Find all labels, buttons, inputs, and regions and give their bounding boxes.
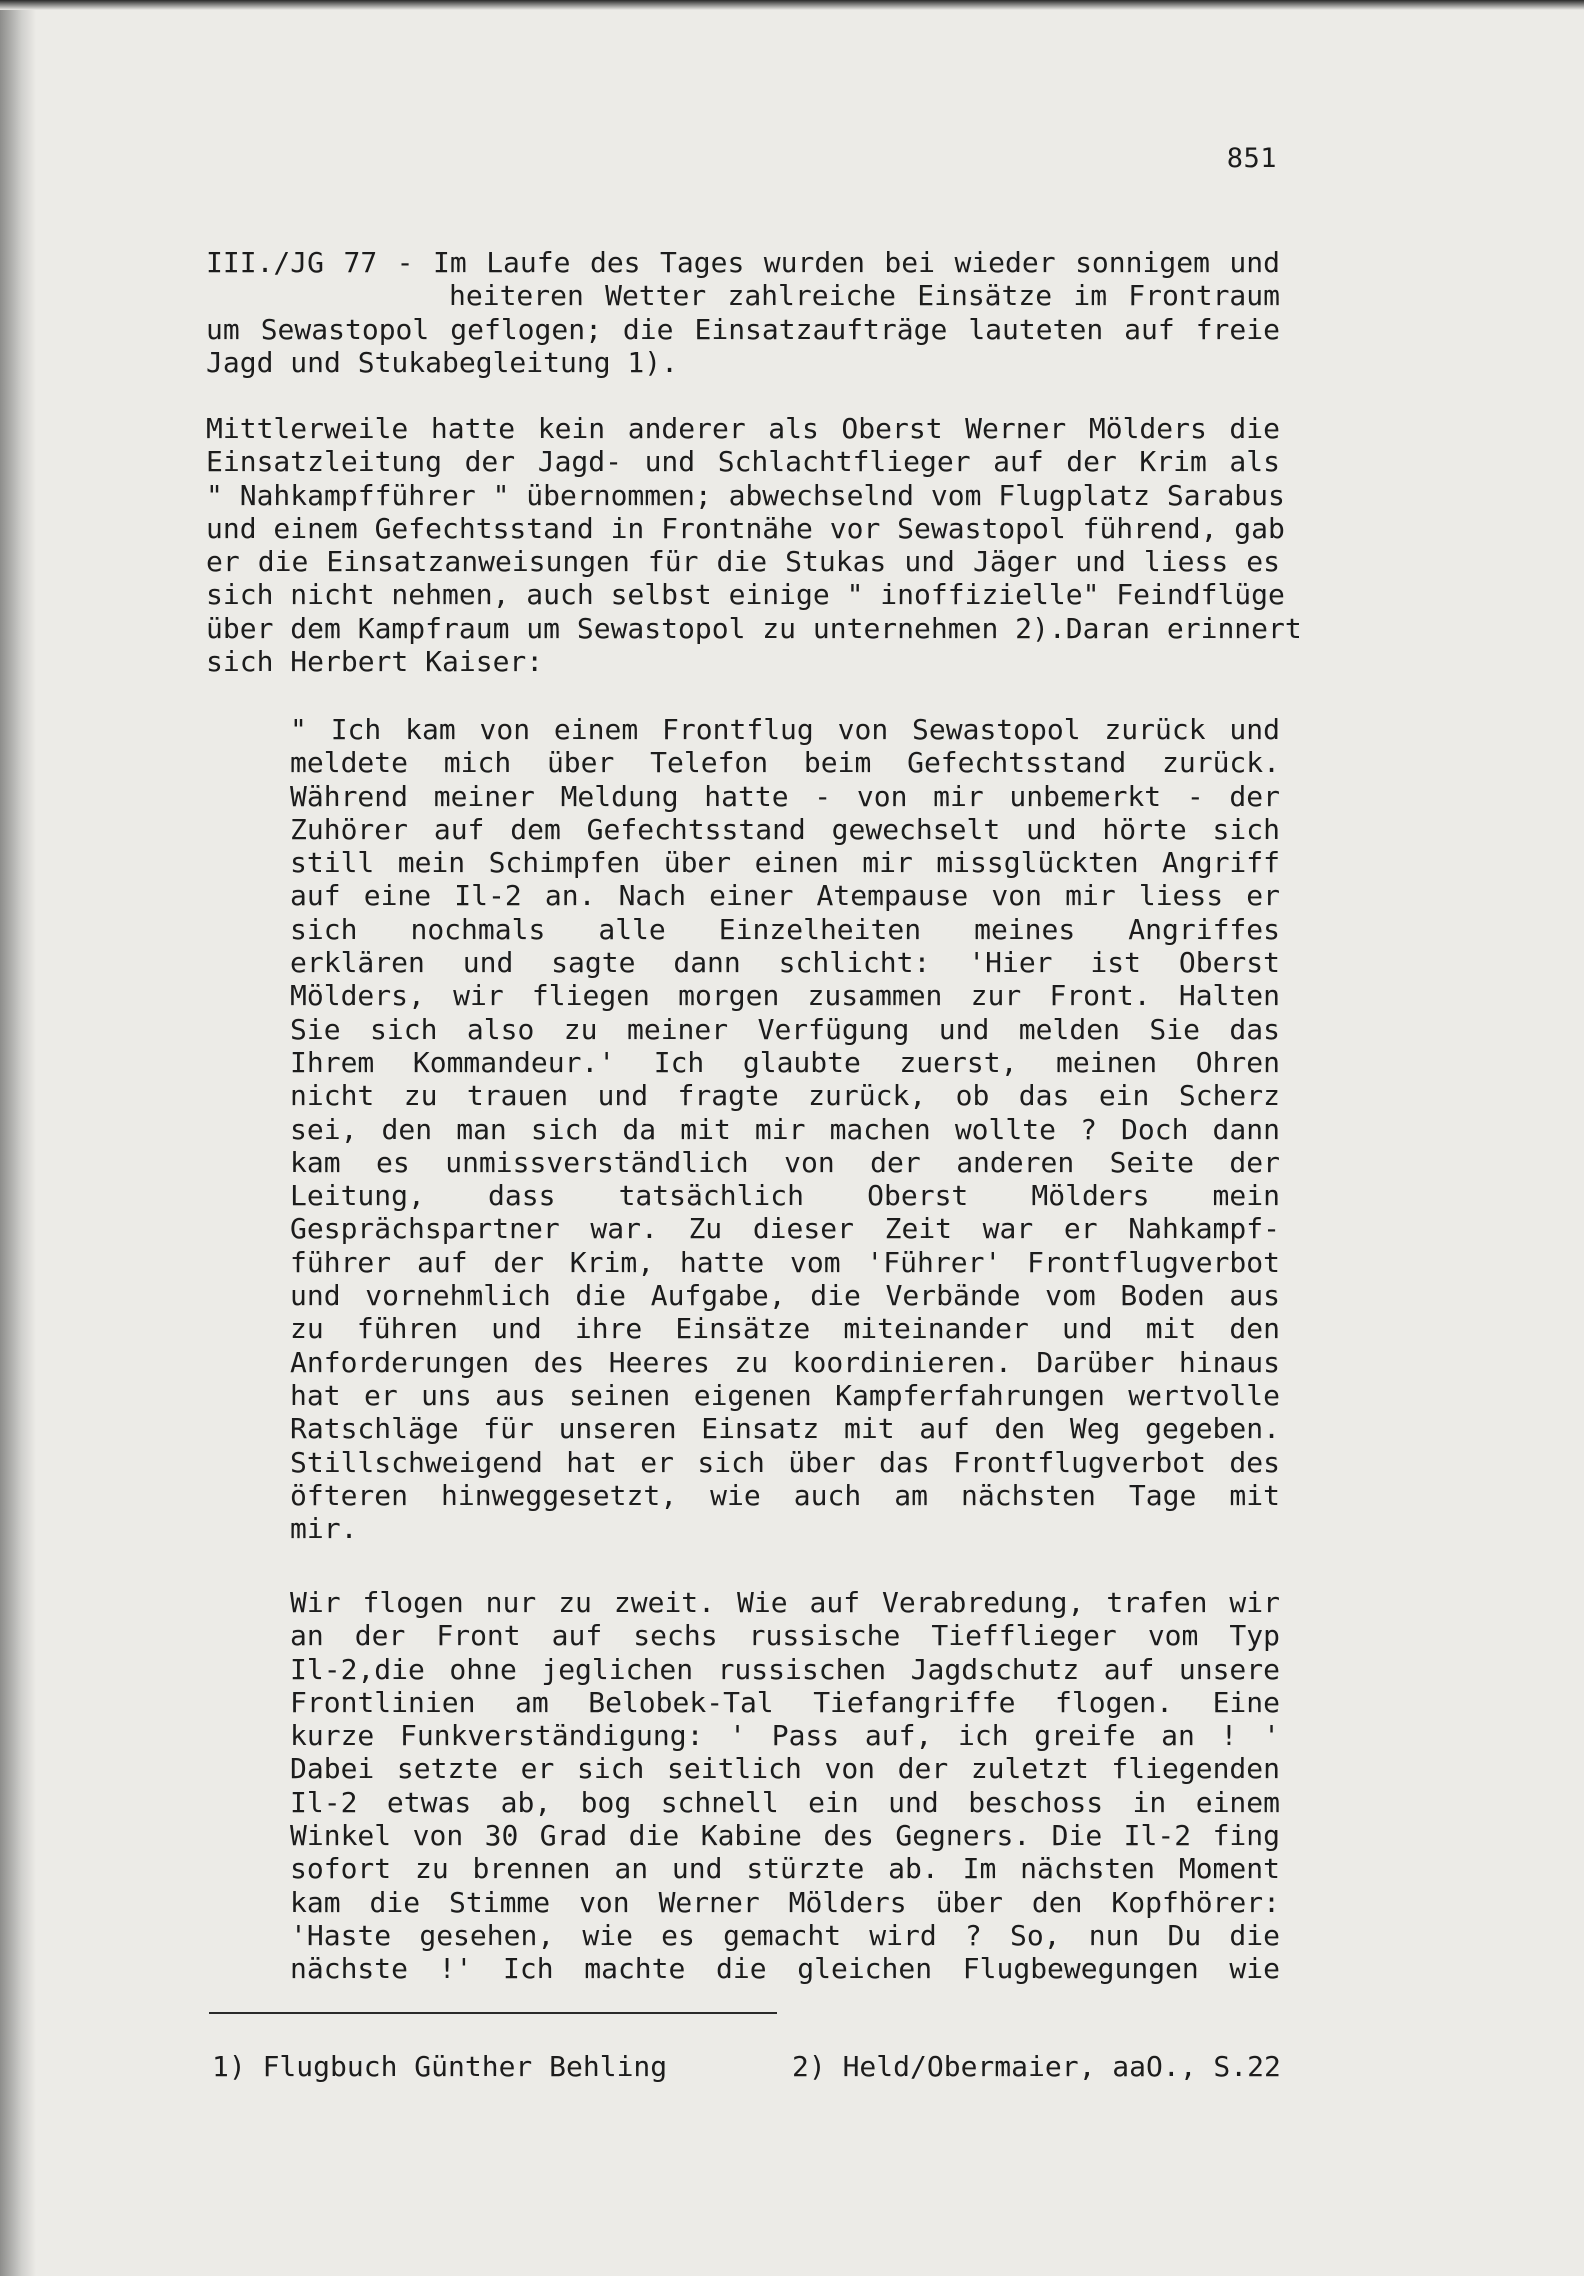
quote-kaiser-part1 <box>290 713 1280 1545</box>
text-line: sich nochmals alle Einzelheiten meines Angriffes <box>290 912 1280 946</box>
text-line: nicht zu trauen und fragte zurück, ob das ein Scherz <box>290 1079 1280 1113</box>
text-line: heiteren Wetter zahlreiche Einsätze im Frontraum <box>449 279 1280 313</box>
text-line: 'Haste gesehen, wie es gemacht wird ? So, nun Du die <box>290 1918 1280 1952</box>
text-line: Mittlerweile hatte kein anderer als Oberst Werner Mölders die <box>206 412 1280 445</box>
page-number: 851 <box>1226 143 1277 174</box>
text-line: kurze Funkverständigung: ' Pass auf, ich greife an ! ' <box>290 1719 1280 1753</box>
text-line: sich nicht nehmen, auch selbst einige " inoffizielle" Feindflüge <box>206 578 1285 612</box>
text-line: an der Front auf sechs russische Tiefflieger vom Typ <box>290 1619 1280 1653</box>
text-line: Gesprächspartner war. Zu dieser Zeit war er Nahkampf- <box>290 1212 1280 1246</box>
text-line: und einem Gefechtsstand in Frontnähe vor Sewastopol führend, gab <box>206 511 1285 545</box>
text-line: Zuhörer auf dem Gefechtsstand gewechselt und hörte sich <box>290 812 1280 846</box>
text-line: und vornehmlich die Aufgabe, die Verbände vom Boden aus <box>290 1279 1280 1313</box>
text-line: Mölders, wir fliegen morgen zusammen zur Front. Halten <box>290 979 1280 1013</box>
text-line: führer auf der Krim, hatte vom 'Führer' Frontflugverbot <box>290 1245 1280 1279</box>
text-line: Winkel von 30 Grad die Kabine des Gegners. Die Il-2 fing <box>290 1819 1280 1853</box>
text-line: Leitung, dass tatsächlich Oberst Mölders mein <box>290 1179 1280 1213</box>
text-line: sei, den man sich da mit mir machen wollte ? Doch dann <box>290 1112 1280 1146</box>
paragraph-jg77 <box>206 246 1280 379</box>
text-line: um Sewastopol geflogen; die Einsatzaufträge lauteten auf freie <box>206 312 1280 346</box>
text-line: Ihrem Kommandeur.' Ich glaubte zuerst, meinen Ohren <box>290 1045 1280 1079</box>
text-line: Frontlinien am Belobek-Tal Tiefangriffe flogen. Eine <box>290 1685 1280 1719</box>
text-line: sich Herbert Kaiser: <box>206 645 544 679</box>
text-line: Wir flogen nur zu zweit. Wie auf Verabredung, trafen wir <box>290 1586 1280 1619</box>
text-line: still mein Schimpfen über einen mir missglückten Angriff <box>290 846 1280 880</box>
text-line: Anforderungen des Heeres zu koordinieren. Darüber hinaus <box>290 1345 1280 1379</box>
text-line: sofort zu brennen an und stürzte ab. Im nächsten Moment <box>290 1852 1280 1886</box>
footnote-2: 2) Held/Obermaier, aaO., S.22 <box>792 2050 1281 2083</box>
quote-kaiser-part2 <box>290 1586 1280 1986</box>
text-line: " Ich kam von einem Frontflug von Sewastopol zurück und <box>290 713 1280 746</box>
text-line: auf eine Il-2 an. Nach einer Atempause von mir liess er <box>290 879 1280 913</box>
text-line: mir. <box>290 1512 358 1546</box>
text-line: Il-2 etwas ab, bog schnell ein und beschoss in einem <box>290 1785 1280 1819</box>
text-line: Dabei setzte er sich seitlich von der zuletzt fliegenden <box>290 1752 1280 1786</box>
text-line: meldete mich über Telefon beim Gefechtsstand zurück. <box>290 746 1280 780</box>
text-line: Jagd und Stukabegleitung 1). <box>206 345 679 379</box>
text-line: er die Einsatzanweisungen für die Stukas und Jäger und liess es <box>206 545 1280 579</box>
text-line: kam die Stimme von Werner Mölders über den Kopfhörer: <box>290 1885 1280 1919</box>
text-line: kam es unmissverständlich von der anderen Seite der <box>290 1145 1280 1179</box>
text-line: Sie sich also zu meiner Verfügung und melden Sie das <box>290 1012 1280 1046</box>
paragraph-moelders <box>206 412 1302 679</box>
footnote-1: 1) Flugbuch Günther Behling <box>212 2050 668 2083</box>
text-line: Einsatzleitung der Jagd- und Schlachtflieger auf der Krim als <box>206 445 1280 479</box>
text-line: nächste !' Ich machte die gleichen Flugbewegungen wie <box>290 1952 1280 1986</box>
text-line: erklären und sagte dann schlicht: 'Hier ist Oberst <box>290 946 1280 980</box>
text-line: zu führen und ihre Einsätze miteinander und mit den <box>290 1312 1280 1346</box>
text-line: hat er uns aus seinen eigenen Kampferfahrungen wertvolle <box>290 1378 1280 1412</box>
text-line: öfteren hinweggesetzt, wie auch am nächsten Tage mit <box>290 1478 1280 1512</box>
text-line: Ratschläge für unseren Einsatz mit auf den Weg gegeben. <box>290 1412 1280 1446</box>
text-line: Il-2,die ohne jeglichen russischen Jagdschutz auf unsere <box>290 1652 1280 1686</box>
text-line: " Nahkampfführer " übernommen; abwechselnd vom Flugplatz Sarabus <box>206 478 1285 512</box>
text-line: Stillschweigend hat er sich über das Frontflugverbot des <box>290 1445 1280 1479</box>
footnote-separator <box>209 2012 777 2014</box>
text-line: Während meiner Meldung hatte - von mir unbemerkt - der <box>290 779 1280 813</box>
text-line: III./JG 77 - Im Laufe des Tages wurden bei wieder sonnigem und <box>206 246 1280 279</box>
text-line: über dem Kampfraum um Sewastopol zu unternehmen 2).Daran erinnert <box>206 611 1302 645</box>
